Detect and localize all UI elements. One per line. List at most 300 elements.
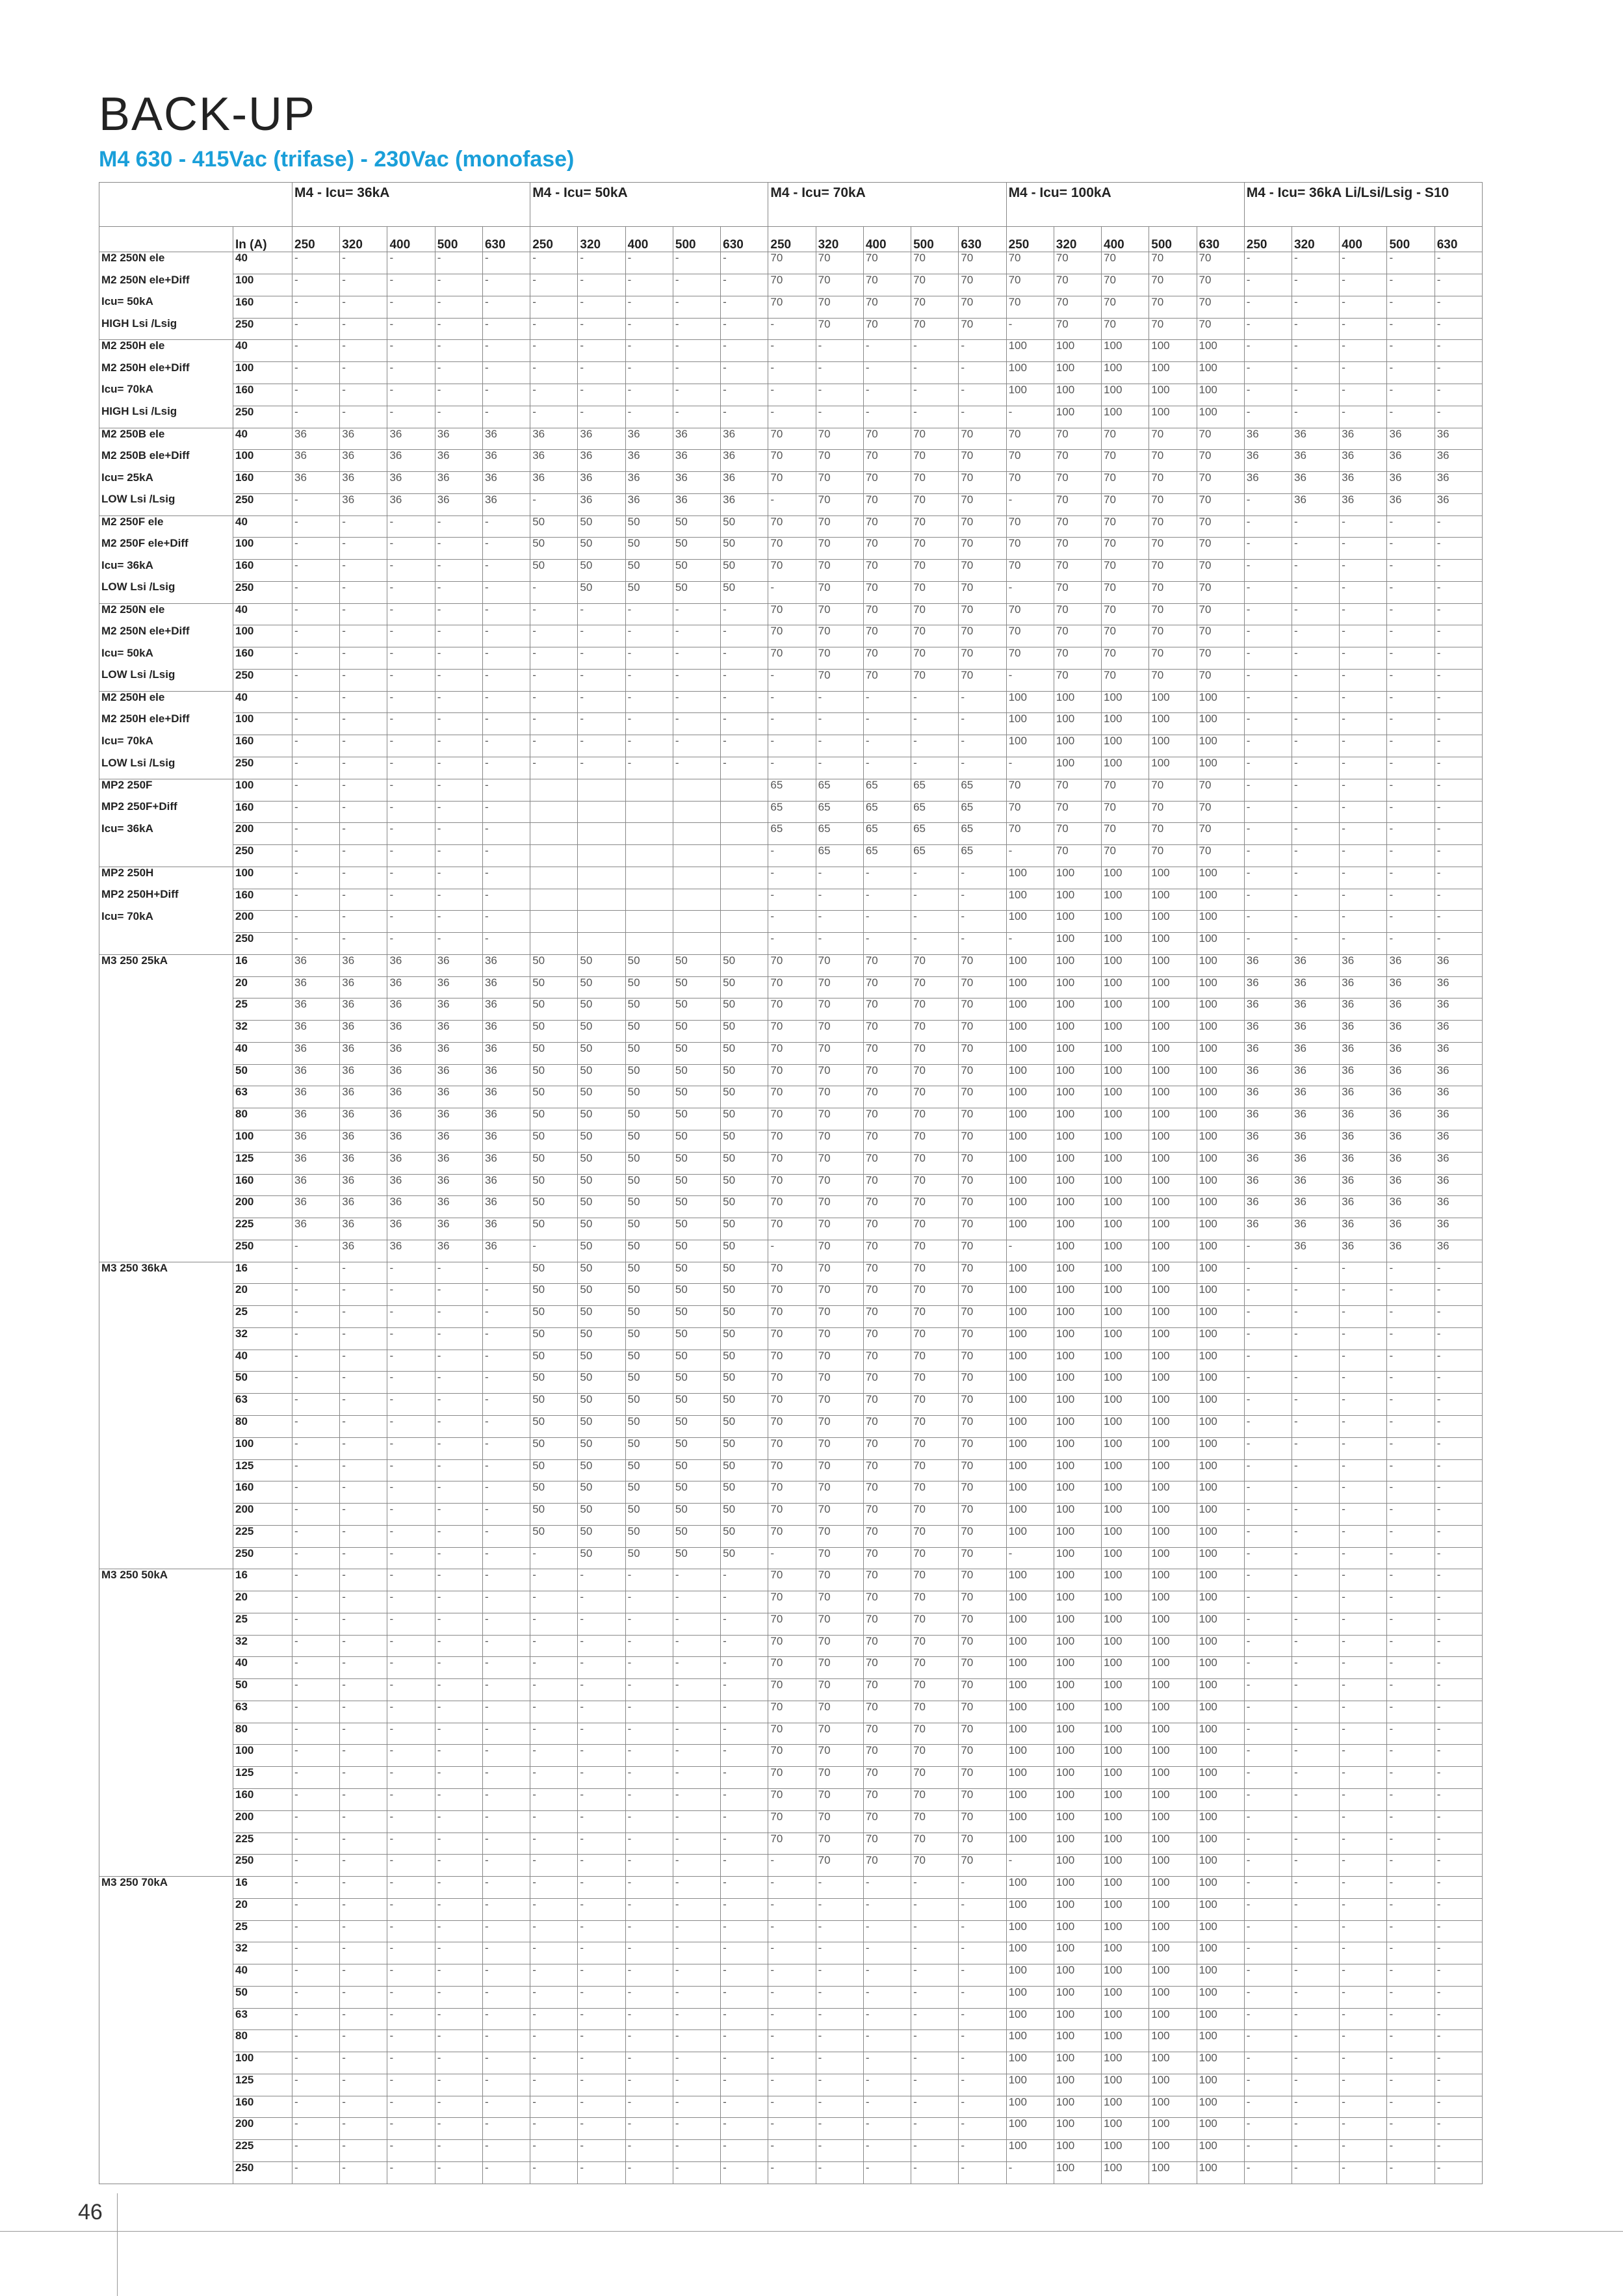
device-label [99, 1723, 233, 1745]
table-cell: 36 [1387, 1152, 1435, 1174]
table-cell: - [1292, 1679, 1340, 1701]
device-label [99, 1679, 233, 1701]
table-cell: - [292, 757, 340, 779]
table-cell: - [340, 252, 387, 274]
table-cell: - [673, 713, 720, 735]
table-cell: 50 [578, 1130, 625, 1153]
table-cell: - [482, 845, 530, 867]
table-cell: - [1292, 1833, 1340, 1855]
table-cell: - [340, 560, 387, 582]
table-cell: 100 [1054, 1415, 1101, 1437]
table-cell: 50 [578, 1437, 625, 1459]
table-cell: 100 [1149, 2140, 1197, 2162]
device-label [99, 2074, 233, 2096]
table-cell: - [292, 1723, 340, 1745]
table-cell: 70 [816, 472, 863, 494]
table-cell: - [1244, 538, 1292, 560]
table-cell: 50 [625, 1394, 673, 1416]
table-cell: - [530, 1569, 578, 1591]
table-cell: - [721, 2140, 768, 2162]
in-value: 250 [233, 406, 292, 428]
table-cell: - [721, 1920, 768, 1942]
table-cell: - [625, 669, 673, 691]
table-cell: 50 [721, 1130, 768, 1153]
table-cell: - [673, 1855, 720, 1877]
table-cell: - [1292, 2162, 1340, 2184]
table-cell: - [292, 669, 340, 691]
device-label [99, 1986, 233, 2008]
table-cell: 100 [1006, 1086, 1054, 1108]
table-cell: - [1292, 1394, 1340, 1416]
table-cell: 100 [1149, 1723, 1197, 1745]
table-cell: 70 [768, 647, 816, 670]
table-cell: 50 [625, 1042, 673, 1064]
table-cell [530, 801, 578, 823]
table-cell: 100 [1197, 1350, 1244, 1372]
table-cell: 70 [959, 1218, 1006, 1240]
table-cell: 70 [911, 603, 959, 625]
table-cell: 50 [530, 976, 578, 998]
table-cell: - [911, 889, 959, 911]
table-cell: - [292, 603, 340, 625]
table-cell: - [1387, 1964, 1435, 1987]
table-cell: 100 [1102, 1394, 1149, 1416]
table-cell: - [340, 1942, 387, 1964]
table-cell: 36 [1292, 976, 1340, 998]
table-cell: - [1292, 2096, 1340, 2118]
table-row [99, 691, 1483, 713]
table-cell: - [1292, 581, 1340, 603]
table-cell: 100 [1054, 1657, 1101, 1679]
table-cell: 70 [816, 1130, 863, 1153]
table-row [99, 1657, 1483, 1679]
table-cell: 65 [863, 845, 911, 867]
table-cell: 70 [1149, 318, 1197, 340]
size-header: 500 [435, 227, 482, 252]
table-cell: 36 [1244, 1108, 1292, 1130]
table-cell: - [768, 362, 816, 384]
table-row [99, 472, 1483, 494]
table-cell [530, 779, 578, 801]
table-cell: 50 [578, 581, 625, 603]
table-cell: 50 [721, 1240, 768, 1262]
table-cell: - [911, 362, 959, 384]
table-cell: 70 [816, 1833, 863, 1855]
table-cell: - [292, 911, 340, 933]
table-cell: 70 [863, 1042, 911, 1064]
table-cell: 70 [959, 1437, 1006, 1459]
table-cell [530, 867, 578, 889]
table-cell: - [1387, 1504, 1435, 1526]
table-cell: 70 [863, 1613, 911, 1635]
table-cell: 100 [1006, 1306, 1054, 1328]
table-cell: - [1292, 801, 1340, 823]
table-cell: - [530, 2118, 578, 2140]
table-cell: 50 [625, 1021, 673, 1043]
table-cell: 70 [911, 1745, 959, 1767]
table-cell: 70 [1149, 779, 1197, 801]
table-cell: 50 [578, 538, 625, 560]
table-cell: 70 [1197, 493, 1244, 515]
table-cell: 100 [1102, 713, 1149, 735]
table-cell: - [1244, 2096, 1292, 2118]
table-cell: 50 [721, 976, 768, 998]
table-cell: 100 [1149, 1130, 1197, 1153]
table-cell: - [435, 1415, 482, 1437]
table-cell: - [387, 1657, 435, 1679]
table-cell: - [816, 1877, 863, 1899]
table-cell: 36 [482, 998, 530, 1021]
table-cell: 100 [1102, 1240, 1149, 1262]
table-row [99, 1306, 1483, 1328]
table-row [99, 1964, 1483, 1987]
table-cell: - [1387, 2074, 1435, 2096]
table-cell: - [340, 823, 387, 845]
table-cell [530, 911, 578, 933]
table-cell: 100 [1149, 1218, 1197, 1240]
table-cell: - [387, 2052, 435, 2074]
table-cell: - [482, 2008, 530, 2030]
table-cell: 36 [1387, 1196, 1435, 1218]
table-cell: - [673, 384, 720, 406]
table-cell: - [292, 2052, 340, 2074]
table-cell: 100 [1197, 2030, 1244, 2052]
table-cell: - [530, 1547, 578, 1569]
table-row [99, 1240, 1483, 1262]
table-cell: - [340, 1855, 387, 1877]
table-cell [578, 845, 625, 867]
table-cell: - [625, 1833, 673, 1855]
table-cell: - [482, 1788, 530, 1810]
table-cell: 70 [911, 1788, 959, 1810]
table-cell: - [1340, 362, 1387, 384]
table-cell: - [387, 2074, 435, 2096]
table-cell [625, 823, 673, 845]
table-cell: - [625, 2162, 673, 2184]
table-cell: - [292, 1525, 340, 1547]
table-cell: 50 [625, 1306, 673, 1328]
table-row [99, 560, 1483, 582]
table-cell: 70 [768, 1613, 816, 1635]
table-cell: - [387, 1306, 435, 1328]
table-cell: - [435, 2074, 482, 2096]
table-cell: 70 [959, 581, 1006, 603]
table-cell: - [1244, 647, 1292, 670]
table-cell: - [721, 1810, 768, 1833]
table-cell: - [863, 713, 911, 735]
table-cell: - [482, 1898, 530, 1920]
table-cell: 100 [1149, 1613, 1197, 1635]
table-row [99, 1394, 1483, 1416]
table-cell: - [292, 1591, 340, 1613]
table-cell: 70 [1006, 472, 1054, 494]
table-cell: 100 [1102, 1613, 1149, 1635]
table-cell: 36 [1244, 1196, 1292, 1218]
in-value: 250 [233, 757, 292, 779]
table-cell: 36 [387, 1196, 435, 1218]
table-cell: - [673, 1920, 720, 1942]
in-value: 40 [233, 1350, 292, 1372]
table-cell: - [482, 647, 530, 670]
table-cell: 100 [1149, 1372, 1197, 1394]
table-cell: 70 [1102, 318, 1149, 340]
table-cell: - [292, 2096, 340, 2118]
table-cell: 70 [1006, 274, 1054, 296]
table-row [99, 515, 1483, 538]
table-cell: - [1387, 318, 1435, 340]
table-cell: 70 [1197, 669, 1244, 691]
in-value: 200 [233, 823, 292, 845]
table-cell: 70 [863, 428, 911, 450]
table-cell: - [1340, 538, 1387, 560]
table-cell: - [1244, 625, 1292, 647]
table-cell: 70 [816, 1855, 863, 1877]
table-cell: - [1292, 1525, 1340, 1547]
table-cell: - [1340, 757, 1387, 779]
table-cell: - [387, 1569, 435, 1591]
in-value: 160 [233, 296, 292, 318]
table-cell: 100 [1149, 998, 1197, 1021]
table-cell: - [387, 2096, 435, 2118]
table-cell: - [959, 757, 1006, 779]
table-cell: - [435, 340, 482, 362]
device-label [99, 1657, 233, 1679]
table-cell: - [340, 1877, 387, 1899]
table-cell: - [1435, 384, 1482, 406]
table-cell: - [673, 1657, 720, 1679]
table-cell: 70 [1006, 779, 1054, 801]
table-cell: 100 [1197, 1898, 1244, 1920]
table-cell: - [292, 1415, 340, 1437]
table-cell: - [482, 1877, 530, 1899]
table-cell: - [1387, 1855, 1435, 1877]
table-cell: - [1292, 867, 1340, 889]
table-cell: 50 [673, 1284, 720, 1306]
table-cell: 100 [1197, 735, 1244, 757]
table-cell: - [435, 1262, 482, 1284]
table-cell: 50 [673, 1437, 720, 1459]
table-cell: - [673, 362, 720, 384]
table-cell [673, 823, 720, 845]
table-cell: - [435, 318, 482, 340]
table-cell: 65 [959, 801, 1006, 823]
table-cell: 70 [1149, 845, 1197, 867]
table-cell [673, 801, 720, 823]
table-cell: 100 [1102, 1679, 1149, 1701]
table-cell: 36 [1244, 954, 1292, 976]
in-value: 250 [233, 1240, 292, 1262]
table-cell: - [292, 252, 340, 274]
table-cell: - [673, 1679, 720, 1701]
table-cell: - [625, 2118, 673, 2140]
table-cell: 70 [1197, 252, 1244, 274]
table-cell: - [482, 340, 530, 362]
table-cell: 70 [1054, 252, 1101, 274]
table-cell: 100 [1197, 1591, 1244, 1613]
table-cell: - [340, 1701, 387, 1723]
table-cell: 50 [673, 1350, 720, 1372]
table-cell: - [435, 647, 482, 670]
table-cell: - [1387, 2096, 1435, 2118]
table-cell: 70 [863, 1350, 911, 1372]
table-cell: - [768, 2052, 816, 2074]
table-cell: 70 [863, 1240, 911, 1262]
table-cell: - [1387, 691, 1435, 713]
table-cell: - [1340, 1942, 1387, 1964]
table-cell: 100 [1149, 1394, 1197, 1416]
table-cell: - [673, 1964, 720, 1987]
table-cell: 50 [673, 954, 720, 976]
table-cell: - [721, 274, 768, 296]
table-cell: - [1244, 801, 1292, 823]
table-cell: 36 [1244, 1064, 1292, 1086]
table-cell: 100 [1006, 1372, 1054, 1394]
table-cell: 70 [863, 296, 911, 318]
table-cell: 70 [816, 669, 863, 691]
table-cell: - [1387, 560, 1435, 582]
table-cell: - [435, 1986, 482, 2008]
table-cell: 50 [578, 1350, 625, 1372]
table-cell: - [530, 581, 578, 603]
table-cell: - [292, 1635, 340, 1657]
table-cell: 36 [435, 1130, 482, 1153]
table-cell: 36 [482, 1130, 530, 1153]
table-cell: - [1244, 1701, 1292, 1723]
table-cell: 36 [482, 1152, 530, 1174]
table-cell: - [863, 889, 911, 911]
table-cell: - [673, 669, 720, 691]
table-cell: 50 [625, 560, 673, 582]
table-cell: 70 [959, 1613, 1006, 1635]
table-cell: 50 [673, 1218, 720, 1240]
table-cell: 50 [673, 1306, 720, 1328]
table-cell: 50 [673, 1108, 720, 1130]
table-cell: 36 [387, 450, 435, 472]
table-cell: - [1387, 1701, 1435, 1723]
table-cell: 100 [1197, 2052, 1244, 2074]
device-label [99, 2162, 233, 2184]
table-cell: 50 [578, 1284, 625, 1306]
table-cell: 70 [768, 1459, 816, 1481]
table-cell: - [625, 757, 673, 779]
table-cell: - [482, 1284, 530, 1306]
table-cell: 36 [1340, 954, 1387, 976]
table-cell: - [292, 1701, 340, 1723]
table-cell: - [1435, 1547, 1482, 1569]
table-cell: 100 [1006, 2118, 1054, 2140]
table-cell: 100 [1054, 1437, 1101, 1459]
table-cell: 36 [1244, 1042, 1292, 1064]
device-label [99, 1130, 233, 1153]
table-cell: - [1244, 318, 1292, 340]
table-cell: 70 [959, 1569, 1006, 1591]
table-cell: - [387, 1591, 435, 1613]
table-cell: 50 [578, 1327, 625, 1350]
table-cell: - [340, 867, 387, 889]
table-cell: 65 [768, 779, 816, 801]
table-cell: 70 [1006, 560, 1054, 582]
table-cell: 100 [1006, 1042, 1054, 1064]
table-cell: - [292, 801, 340, 823]
table-cell: 100 [1006, 1877, 1054, 1899]
table-cell: - [292, 1613, 340, 1635]
table-cell: - [1435, 1350, 1482, 1372]
table-cell: - [340, 318, 387, 340]
table-cell: - [482, 911, 530, 933]
table-cell: - [1340, 1394, 1387, 1416]
table-cell: - [340, 296, 387, 318]
table-cell: 70 [863, 1130, 911, 1153]
table-cell [673, 933, 720, 955]
table-cell: - [1387, 1481, 1435, 1504]
table-cell: - [625, 2074, 673, 2096]
table-row [99, 1350, 1483, 1372]
table-cell: 100 [1054, 340, 1101, 362]
table-cell: - [625, 1855, 673, 1877]
table-cell: 50 [625, 581, 673, 603]
table-cell: - [292, 2118, 340, 2140]
table-cell: 100 [1102, 1327, 1149, 1350]
table-cell: - [1292, 1350, 1340, 1372]
table-row [99, 1569, 1483, 1591]
table-cell: - [721, 252, 768, 274]
table-cell: - [625, 1942, 673, 1964]
table-cell: - [387, 1701, 435, 1723]
table-cell: - [721, 2096, 768, 2118]
in-value: 225 [233, 1525, 292, 1547]
table-cell: 70 [816, 625, 863, 647]
table-cell: 70 [768, 998, 816, 1021]
table-cell: - [1435, 757, 1482, 779]
table-cell: - [1244, 845, 1292, 867]
table-cell: 65 [959, 779, 1006, 801]
table-cell: - [482, 384, 530, 406]
table-cell: - [435, 1459, 482, 1481]
table-cell: 36 [1244, 472, 1292, 494]
table-cell: 70 [911, 1437, 959, 1459]
table-cell: - [1244, 1964, 1292, 1987]
table-cell: - [340, 384, 387, 406]
size-header: 400 [863, 227, 911, 252]
table-cell: - [387, 845, 435, 867]
table-cell: - [482, 515, 530, 538]
table-cell: - [482, 1657, 530, 1679]
table-cell: 70 [816, 1327, 863, 1350]
table-cell: 100 [1149, 1306, 1197, 1328]
device-label [99, 1898, 233, 1920]
table-cell: 70 [816, 560, 863, 582]
table-cell: - [863, 1964, 911, 1987]
table-cell: - [1387, 625, 1435, 647]
table-cell: - [578, 625, 625, 647]
table-cell: - [340, 2118, 387, 2140]
table-cell: - [1340, 515, 1387, 538]
table-row [99, 1920, 1483, 1942]
table-row [99, 384, 1483, 406]
table-cell: - [1435, 1327, 1482, 1350]
in-value: 25 [233, 1306, 292, 1328]
table-cell: - [387, 1262, 435, 1284]
table-cell: 50 [578, 976, 625, 998]
table-cell: - [1244, 1415, 1292, 1437]
device-label: M3 250 25kA [99, 954, 233, 976]
table-cell: - [1340, 1372, 1387, 1394]
table-cell: 70 [911, 1218, 959, 1240]
table-cell: - [816, 2008, 863, 2030]
table-cell: 50 [721, 1086, 768, 1108]
table-cell: 70 [959, 1306, 1006, 1328]
table-cell: - [340, 713, 387, 735]
